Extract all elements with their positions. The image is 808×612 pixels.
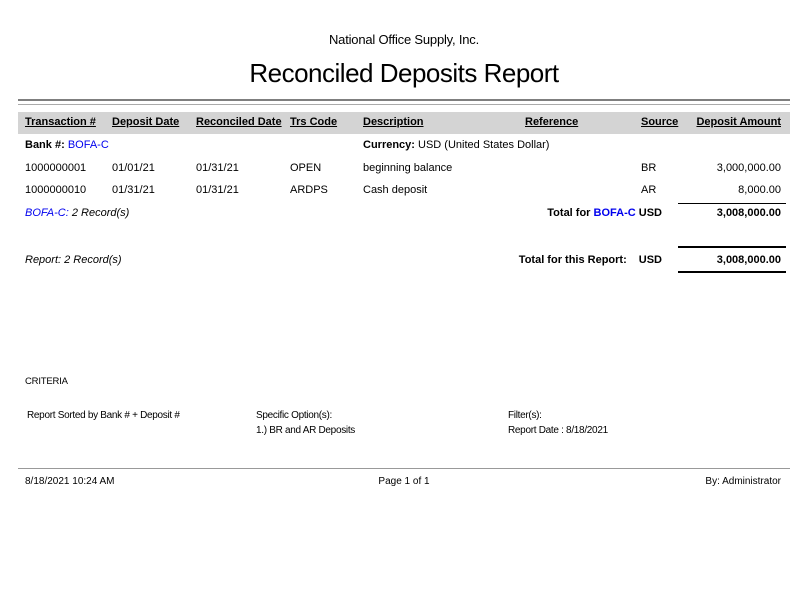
bank-record-count-text: 2 Record(s) (71, 207, 130, 219)
report-total-label: Total for this Report: (518, 254, 627, 266)
bank-record-count (25, 207, 129, 219)
criteria-sorted-by: Report Sorted by Bank # + Deposit # (27, 410, 180, 421)
footer-page-number: Page 1 of 1 (378, 476, 430, 487)
col-header-reconciled-date: Reconciled Date (196, 116, 282, 128)
criteria-filters-value: Report Date : 8/18/2021 (508, 425, 608, 436)
col-header-reference: Reference (525, 116, 579, 128)
criteria-specific-options-value: 1.) BR and AR Deposits (256, 425, 356, 436)
col-header-description: Description (363, 116, 424, 128)
bank-total-rule (678, 203, 786, 204)
cell-deposit-date: 01/01/21 (112, 162, 155, 174)
footer-datetime: 8/18/2021 10:24 AM (25, 476, 115, 487)
column-header-row (0, 116, 808, 132)
cell-source: BR (641, 162, 657, 174)
cell-deposit-amount: 8,000.00 (738, 184, 781, 196)
report-total-row (0, 254, 808, 270)
cell-transaction: 1000000010 (25, 184, 87, 196)
cell-reconciled-date: 01/31/21 (196, 162, 239, 174)
bank-record-count-bank: BOFA-C: (25, 207, 69, 219)
col-header-deposit-date: Deposit Date (112, 116, 180, 128)
bank-group-row (0, 139, 808, 155)
top-rule-light (18, 104, 790, 105)
footer-user: By: Administrator (705, 476, 781, 487)
currency-label: Currency: (363, 139, 415, 151)
cell-transaction: 1000000001 (25, 162, 87, 174)
cell-deposit-date: 01/31/21 (112, 184, 155, 196)
report-total-currency: USD (638, 254, 662, 266)
bank-total-currency: USD (638, 207, 662, 219)
report-total-label-group (519, 254, 662, 266)
bank-label: Bank #: (25, 139, 65, 151)
bank-total-label-prefix: Total for (547, 207, 591, 219)
cell-deposit-amount: 3,000,000.00 (716, 162, 781, 174)
criteria-filters-label: Filter(s): (508, 410, 542, 421)
criteria-header: CRITERIA (25, 376, 68, 387)
table-row (0, 184, 808, 200)
bank-total-label-group (547, 207, 662, 219)
bank-number: BOFA-C (67, 139, 109, 151)
criteria-specific-options-label: Specific Option(s): (256, 410, 332, 421)
col-header-transaction: Transaction # (25, 116, 96, 128)
bank-total-bank: BOFA-C (593, 207, 636, 219)
bank-total-amount: 3,008,000.00 (716, 207, 781, 219)
top-rule-dark (18, 99, 790, 101)
table-row (0, 162, 808, 178)
report-total-rule-top (678, 246, 786, 248)
col-header-deposit-amount: Deposit Amount (696, 116, 781, 128)
currency-group (363, 139, 549, 151)
report-title: Reconciled Deposits Report (249, 58, 559, 88)
report-record-count: Report: 2 Record(s) (25, 254, 122, 266)
cell-source: AR (641, 184, 657, 196)
bank-label-group (25, 139, 109, 151)
col-header-trs-code: Trs Code (290, 116, 338, 128)
cell-reconciled-date: 01/31/21 (196, 184, 239, 196)
report-total-rule-bottom (678, 271, 786, 273)
cell-description: Cash deposit (363, 184, 428, 196)
company-name: National Office Supply, Inc. (328, 32, 479, 47)
col-header-source: Source (641, 116, 679, 128)
bank-total-row (0, 207, 808, 223)
currency-value: USD (United States Dollar) (418, 139, 550, 151)
report-total-amount: 3,008,000.00 (716, 254, 781, 266)
cell-trs-code: OPEN (290, 162, 322, 174)
cell-description: beginning balance (363, 162, 453, 174)
cell-trs-code: ARDPS (290, 184, 328, 196)
footer-rule (18, 468, 790, 469)
